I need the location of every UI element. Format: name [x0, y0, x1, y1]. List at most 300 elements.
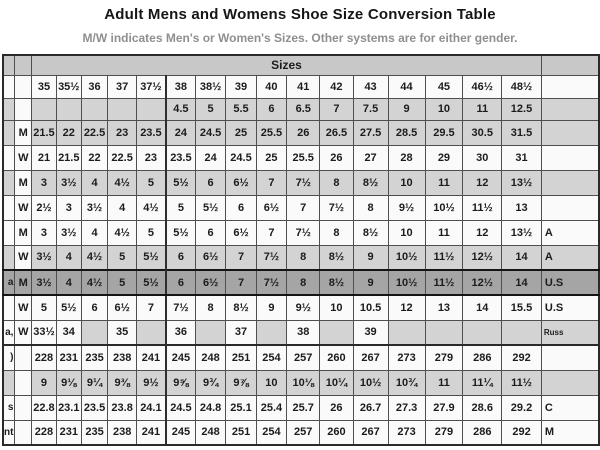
size-cell: 26	[320, 145, 353, 170]
size-cell: 4½	[136, 195, 166, 220]
size-cell: 228	[32, 345, 57, 370]
size-cell: 5½	[166, 220, 196, 245]
row-label-sliver: a	[3, 270, 15, 295]
size-cell: 12½	[463, 245, 502, 270]
size-cell: 38	[287, 320, 320, 345]
size-cell: 9⅝	[166, 370, 196, 395]
page-title: Adult Mens and Womens Shoe Size Conversion Table	[104, 6, 496, 23]
size-cell: 11	[463, 98, 502, 120]
size-cell: 27.3	[388, 395, 425, 420]
size-cell: 5	[108, 245, 137, 270]
size-cell: 245	[166, 420, 196, 445]
size-cell	[136, 98, 166, 120]
size-cell: 10	[425, 98, 463, 120]
size-cell: 12½	[463, 270, 502, 295]
size-cell: 248	[195, 420, 225, 445]
size-cell: 5	[32, 295, 57, 320]
size-cell: 39	[353, 320, 388, 345]
size-cell: 9⅞	[226, 370, 256, 395]
right-label-sliver	[541, 55, 599, 75]
size-cell	[256, 320, 286, 345]
gender-cell: M	[15, 170, 32, 195]
size-cell: 35½	[56, 75, 81, 98]
right-label-sliver: C	[541, 395, 599, 420]
size-cell: 9½	[136, 370, 166, 395]
size-cell: 10¼	[320, 370, 353, 395]
size-cell: 29	[425, 145, 463, 170]
row-label-sliver: s	[3, 395, 15, 420]
size-cell: 9	[32, 370, 57, 395]
row-label-sliver	[3, 170, 15, 195]
size-cell: 8	[287, 270, 320, 295]
size-cell: 6½	[226, 220, 256, 245]
size-cell: 238	[108, 420, 137, 445]
size-cell: 46½	[463, 75, 502, 98]
size-cell: 27	[353, 145, 388, 170]
conversion-table-body	[3, 55, 599, 445]
size-cell: 27.5	[353, 120, 388, 145]
size-cell: 8½	[320, 245, 353, 270]
size-cell	[32, 98, 57, 120]
size-cell: 34	[56, 320, 81, 345]
size-cell: 2½	[32, 195, 57, 220]
size-cell: 4	[81, 220, 108, 245]
size-cell: 4.5	[166, 98, 196, 120]
size-cell: 254	[256, 345, 286, 370]
size-cell: 11½	[463, 195, 502, 220]
right-label-sliver	[541, 120, 599, 145]
size-cell: 28.6	[463, 395, 502, 420]
size-cell: 42	[320, 75, 353, 98]
size-cell: 6	[81, 295, 108, 320]
size-cell: 7	[256, 170, 286, 195]
size-cell: 6	[166, 270, 196, 295]
size-cell: 10	[256, 370, 286, 395]
right-label-sliver: Russ	[541, 320, 599, 345]
gender-cell: W	[15, 295, 32, 320]
right-label-sliver	[541, 98, 599, 120]
gender-cell	[15, 75, 32, 98]
table-row-korea	[3, 345, 599, 370]
size-cell: 22.5	[81, 120, 108, 145]
size-cell: 21	[32, 145, 57, 170]
size-cell: 4	[81, 170, 108, 195]
row-label-sliver	[3, 220, 15, 245]
size-cell: 3½	[81, 195, 108, 220]
size-cell: 39	[226, 75, 256, 98]
size-cell: 8½	[353, 170, 388, 195]
size-cell: 10½	[388, 245, 425, 270]
size-cell: 4½	[81, 245, 108, 270]
size-cell	[320, 320, 353, 345]
size-cell: 8	[287, 245, 320, 270]
size-cell: 5½	[166, 170, 196, 195]
size-cell: 4½	[108, 170, 137, 195]
row-label-sliver	[3, 55, 15, 75]
size-cell: 8	[195, 295, 225, 320]
size-cell: 11½	[502, 370, 542, 395]
size-cell: 30	[463, 145, 502, 170]
size-cell: 24.5	[195, 120, 225, 145]
size-cell: 9	[256, 295, 286, 320]
size-cell: 7	[226, 270, 256, 295]
size-cell: 260	[320, 345, 353, 370]
size-cell: 3½	[56, 220, 81, 245]
size-cell	[56, 98, 81, 120]
size-cell: 12	[388, 295, 425, 320]
size-cell: 4	[56, 245, 81, 270]
size-cell: 286	[463, 345, 502, 370]
size-cell	[195, 320, 225, 345]
gender-cell: W	[15, 145, 32, 170]
size-cell: 11	[425, 170, 463, 195]
size-cell: 24	[166, 120, 196, 145]
size-cell: 292	[502, 345, 542, 370]
size-cell: 10	[388, 220, 425, 245]
row-label-sliver	[3, 145, 15, 170]
size-cell: 13½	[502, 220, 542, 245]
size-cell: 9	[388, 98, 425, 120]
page-subtitle: M/W indicates Men's or Women's Sizes. Other systems are for either gender.	[82, 31, 518, 45]
size-cell: 6	[195, 220, 225, 245]
size-cell: 6½	[195, 270, 225, 295]
table-row-japanW	[3, 145, 599, 170]
size-cell: 8½	[353, 220, 388, 245]
size-cell	[502, 320, 542, 345]
size-cell: 31	[502, 145, 542, 170]
size-cell: 10	[320, 295, 353, 320]
size-cell: 3	[56, 195, 81, 220]
size-cell: 41	[287, 75, 320, 98]
right-label-sliver	[541, 145, 599, 170]
size-cell: 24.5	[166, 395, 196, 420]
size-cell: 31.5	[502, 120, 542, 145]
size-cell: 15.5	[502, 295, 542, 320]
size-cell: 5½	[136, 245, 166, 270]
right-label-sliver: U.S	[541, 270, 599, 295]
table-row-japanM	[3, 120, 599, 145]
size-cell: 6	[195, 170, 225, 195]
table-row-mexico	[3, 98, 599, 120]
size-cell: 3½	[32, 270, 57, 295]
size-cell: 3½	[32, 245, 57, 270]
size-cell: 24.8	[195, 395, 225, 420]
size-cell: 8½	[226, 295, 256, 320]
size-cell: 273	[388, 420, 425, 445]
size-cell: 12.5	[502, 98, 542, 120]
gender-cell	[15, 395, 32, 420]
size-cell: 37	[108, 75, 137, 98]
size-cell: 13½	[502, 170, 542, 195]
size-cell: 21.5	[56, 145, 81, 170]
size-cell: 22.5	[108, 145, 137, 170]
size-cell: 33½	[32, 320, 57, 345]
size-cell: 44	[388, 75, 425, 98]
size-cell: 245	[166, 345, 196, 370]
size-cell: 11½	[425, 270, 463, 295]
size-cell: 24.5	[226, 145, 256, 170]
size-cell: 3	[32, 220, 57, 245]
size-cell: 13	[502, 195, 542, 220]
size-cell: 8	[320, 220, 353, 245]
size-cell: 10.5	[353, 295, 388, 320]
size-cell: 23	[108, 120, 137, 145]
size-cell: 22	[81, 145, 108, 170]
size-cell: 9¾	[195, 370, 225, 395]
right-label-sliver	[541, 370, 599, 395]
right-label-sliver: U.S	[541, 295, 599, 320]
size-cell: 5	[166, 195, 196, 220]
size-cell: 4	[108, 195, 137, 220]
size-cell: 29.5	[425, 120, 463, 145]
right-label-sliver	[541, 170, 599, 195]
size-cell: 22	[56, 120, 81, 145]
size-cell: 6½	[195, 245, 225, 270]
table-row-euro	[3, 75, 599, 98]
row-label-sliver	[3, 120, 15, 145]
size-cell: 23	[136, 145, 166, 170]
size-cell: 37	[226, 320, 256, 345]
row-label-sliver	[3, 75, 15, 98]
size-cell: 45	[425, 75, 463, 98]
right-label-sliver	[541, 195, 599, 220]
size-cell: 11	[425, 370, 463, 395]
size-cell: 231	[56, 345, 81, 370]
size-cell: 7½	[320, 195, 353, 220]
size-cell	[463, 320, 502, 345]
right-label-sliver	[541, 75, 599, 98]
size-cell: 5½	[195, 195, 225, 220]
size-cell: 27.9	[425, 395, 463, 420]
size-cell: 38	[166, 75, 196, 98]
right-label-sliver	[541, 345, 599, 370]
size-cell: 14	[502, 270, 542, 295]
size-cell: 23.5	[136, 120, 166, 145]
gender-cell	[15, 98, 32, 120]
size-cell: 37½	[136, 75, 166, 98]
size-cell: 7	[320, 98, 353, 120]
row-label-sliver	[3, 98, 15, 120]
size-cell: 35	[32, 75, 57, 98]
table-row-usW	[3, 295, 599, 320]
size-cell: 14	[463, 295, 502, 320]
size-cell: 7½	[287, 170, 320, 195]
size-cell: 12	[463, 170, 502, 195]
size-cell: 8	[353, 195, 388, 220]
gender-cell	[15, 345, 32, 370]
size-cell: 25.5	[287, 145, 320, 170]
size-cell: 36	[166, 320, 196, 345]
table-row-cm	[3, 395, 599, 420]
size-cell: 14	[502, 245, 542, 270]
size-cell: 235	[81, 345, 108, 370]
size-cell: 6½	[226, 170, 256, 195]
size-cell: 26	[287, 120, 320, 145]
row-label-sliver: )	[3, 345, 15, 370]
size-cell: 23.1	[56, 395, 81, 420]
row-label-sliver: a,	[3, 320, 15, 345]
size-cell	[108, 98, 137, 120]
table-row-mondopoint	[3, 420, 599, 445]
size-cell: 30.5	[463, 120, 502, 145]
size-cell: 22.8	[32, 395, 57, 420]
size-cell: 5	[136, 220, 166, 245]
size-cell: 4½	[108, 220, 137, 245]
size-cell: 26.5	[320, 120, 353, 145]
size-cell: 24.1	[136, 395, 166, 420]
size-cell: 11¼	[463, 370, 502, 395]
page	[0, 6, 600, 450]
size-cell: 8½	[320, 270, 353, 295]
table-row-ukM	[3, 170, 599, 195]
size-cell: 8	[320, 170, 353, 195]
size-cell: 10½	[353, 370, 388, 395]
size-cell: 235	[81, 420, 108, 445]
table-row-ausW	[3, 245, 599, 270]
size-cell: 21.5	[32, 120, 57, 145]
size-cell	[81, 320, 108, 345]
row-label-sliver: nt	[3, 420, 15, 445]
right-label-sliver: M	[541, 420, 599, 445]
size-cell: 26	[320, 395, 353, 420]
size-cell: 7	[136, 295, 166, 320]
table-row-inches	[3, 370, 599, 395]
size-cell: 24	[195, 145, 225, 170]
size-cell: 292	[502, 420, 542, 445]
size-cell: 7½	[287, 220, 320, 245]
size-cell: 25.1	[226, 395, 256, 420]
size-cell: 26.7	[353, 395, 388, 420]
sizes-header-row	[3, 55, 599, 75]
size-cell: 251	[226, 420, 256, 445]
size-cell: 273	[388, 345, 425, 370]
size-cell: 9½	[388, 195, 425, 220]
size-cell	[81, 98, 108, 120]
size-cell: 40	[256, 75, 286, 98]
size-cell: 3	[32, 170, 57, 195]
size-cell: 29.2	[502, 395, 542, 420]
size-cell: 260	[320, 420, 353, 445]
size-cell: 251	[226, 345, 256, 370]
size-cell: 238	[108, 345, 137, 370]
gender-cell	[15, 55, 32, 75]
size-cell: 279	[425, 420, 463, 445]
table-row-usM	[3, 270, 599, 295]
size-cell: 254	[256, 420, 286, 445]
size-cell: 6	[166, 245, 196, 270]
size-cell: 267	[353, 420, 388, 445]
size-cell: 241	[136, 420, 166, 445]
gender-cell: W	[15, 245, 32, 270]
size-cell: 25	[256, 145, 286, 170]
size-cell: 7½	[256, 245, 286, 270]
table-row-ausM	[3, 220, 599, 245]
row-label-sliver	[3, 245, 15, 270]
size-cell: 5½	[136, 270, 166, 295]
size-cell: 23.5	[166, 145, 196, 170]
size-cell: 10¾	[388, 370, 425, 395]
size-cell: 241	[136, 345, 166, 370]
size-cell: 248	[195, 345, 225, 370]
right-label-sliver: A	[541, 220, 599, 245]
size-cell: 279	[425, 345, 463, 370]
size-cell: 36	[81, 75, 108, 98]
size-cell: 11½	[425, 245, 463, 270]
size-cell: 7	[226, 245, 256, 270]
conversion-table	[2, 54, 600, 446]
size-cell: 4½	[81, 270, 108, 295]
size-cell: 5	[108, 270, 137, 295]
size-cell: 9	[353, 245, 388, 270]
row-label-sliver	[3, 195, 15, 220]
size-cell: 10	[388, 170, 425, 195]
size-cell: 25.5	[256, 120, 286, 145]
size-cell: 3½	[56, 170, 81, 195]
size-cell: 6½	[108, 295, 137, 320]
size-cell: 7½	[256, 270, 286, 295]
size-cell: 257	[287, 345, 320, 370]
size-cell	[136, 320, 166, 345]
size-cell: 9⅜	[108, 370, 137, 395]
size-cell: 228	[32, 420, 57, 445]
size-cell: 6.5	[287, 98, 320, 120]
size-cell: 25.4	[256, 395, 286, 420]
size-cell: 9½	[287, 295, 320, 320]
row-label-sliver	[3, 370, 15, 395]
size-cell: 7.5	[353, 98, 388, 120]
size-cell: 25	[226, 120, 256, 145]
right-label-sliver: A	[541, 245, 599, 270]
size-cell: 9	[353, 270, 388, 295]
size-cell: 267	[353, 345, 388, 370]
size-cell: 13	[425, 295, 463, 320]
size-cell: 257	[287, 420, 320, 445]
size-cell: 9⅛	[56, 370, 81, 395]
size-cell: 6	[226, 195, 256, 220]
gender-cell: M	[15, 120, 32, 145]
size-cell: 5.5	[226, 98, 256, 120]
gender-cell: M	[15, 270, 32, 295]
size-cell: 11	[425, 220, 463, 245]
size-cell: 7½	[166, 295, 196, 320]
size-cell: 48½	[502, 75, 542, 98]
table-row-ukW	[3, 195, 599, 220]
gender-cell: W	[15, 320, 32, 345]
size-cell: 43	[353, 75, 388, 98]
size-cell: 9¼	[81, 370, 108, 395]
size-cell: 25.7	[287, 395, 320, 420]
size-cell: 10½	[388, 270, 425, 295]
size-cell	[425, 320, 463, 345]
size-cell: 5½	[56, 295, 81, 320]
size-cell: 231	[56, 420, 81, 445]
size-cell: 6	[256, 98, 286, 120]
gender-cell	[15, 370, 32, 395]
size-cell: 5	[136, 170, 166, 195]
sizes-header-label: Sizes	[32, 55, 542, 75]
gender-cell: M	[15, 220, 32, 245]
size-cell	[388, 320, 425, 345]
gender-cell	[15, 420, 32, 445]
size-cell: 4	[56, 270, 81, 295]
size-cell: 6½	[256, 195, 286, 220]
size-cell: 5	[195, 98, 225, 120]
size-cell: 286	[463, 420, 502, 445]
size-cell: 7	[256, 220, 286, 245]
size-cell: 35	[108, 320, 137, 345]
gender-cell: W	[15, 195, 32, 220]
size-cell: 23.5	[81, 395, 108, 420]
